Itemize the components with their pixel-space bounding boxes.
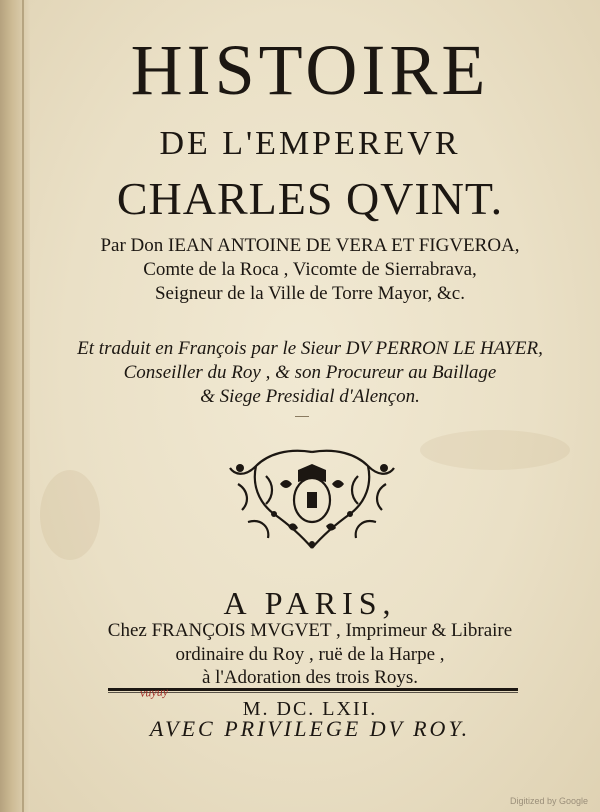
translator-line-1: Et traduit en François par le Sieur DV PERRON LE HAYER, xyxy=(77,338,543,359)
book-gutter xyxy=(0,0,30,812)
separator-rule xyxy=(295,416,309,417)
handwritten-note: vuyuy xyxy=(139,684,169,700)
imprint-rule xyxy=(108,688,518,691)
royal-privilege: AVEC PRIVILEGE DV ROY. xyxy=(149,716,471,741)
title-line-1: HISTOIRE xyxy=(130,30,490,110)
imprint-line-2: ordinaire du Roy , ruë de la Harpe , xyxy=(175,644,445,665)
translator-line-3: & Siege Presidial d'Alençon. xyxy=(200,386,420,407)
imprint-line-1: Chez FRANÇOIS MVGVET , Imprimeur & Libraire xyxy=(107,620,513,641)
watermark: Digitized by Google xyxy=(509,796,588,806)
imprint-line-3: à l'Adoration des trois Roys. xyxy=(201,667,419,688)
imprint-rule-thin xyxy=(108,692,518,693)
translator-line-2: Conseiller du Roy , & son Procureur au Baillage xyxy=(123,362,497,383)
paper-stain xyxy=(40,470,100,560)
paper-stain xyxy=(420,430,570,470)
title-line-3: CHARLES QVINT. xyxy=(116,173,504,224)
author-line-3: Seigneur de la Ville de Torre Mayor, &c. xyxy=(154,283,465,304)
author-line-2: Comte de la Roca , Vicomte de Sierrabrava, xyxy=(143,259,477,280)
publication-year: M. DC. LXII. xyxy=(242,698,378,720)
printer-device-ornament-icon xyxy=(228,444,396,554)
title-line-2: DE L'EMPEREVR xyxy=(159,125,461,162)
imprint-city: A PARIS, xyxy=(223,585,397,621)
author-line-1: Par Don IEAN ANTOINE DE VERA ET FIGVEROA, xyxy=(100,235,520,256)
gutter-fold-line xyxy=(22,0,24,812)
